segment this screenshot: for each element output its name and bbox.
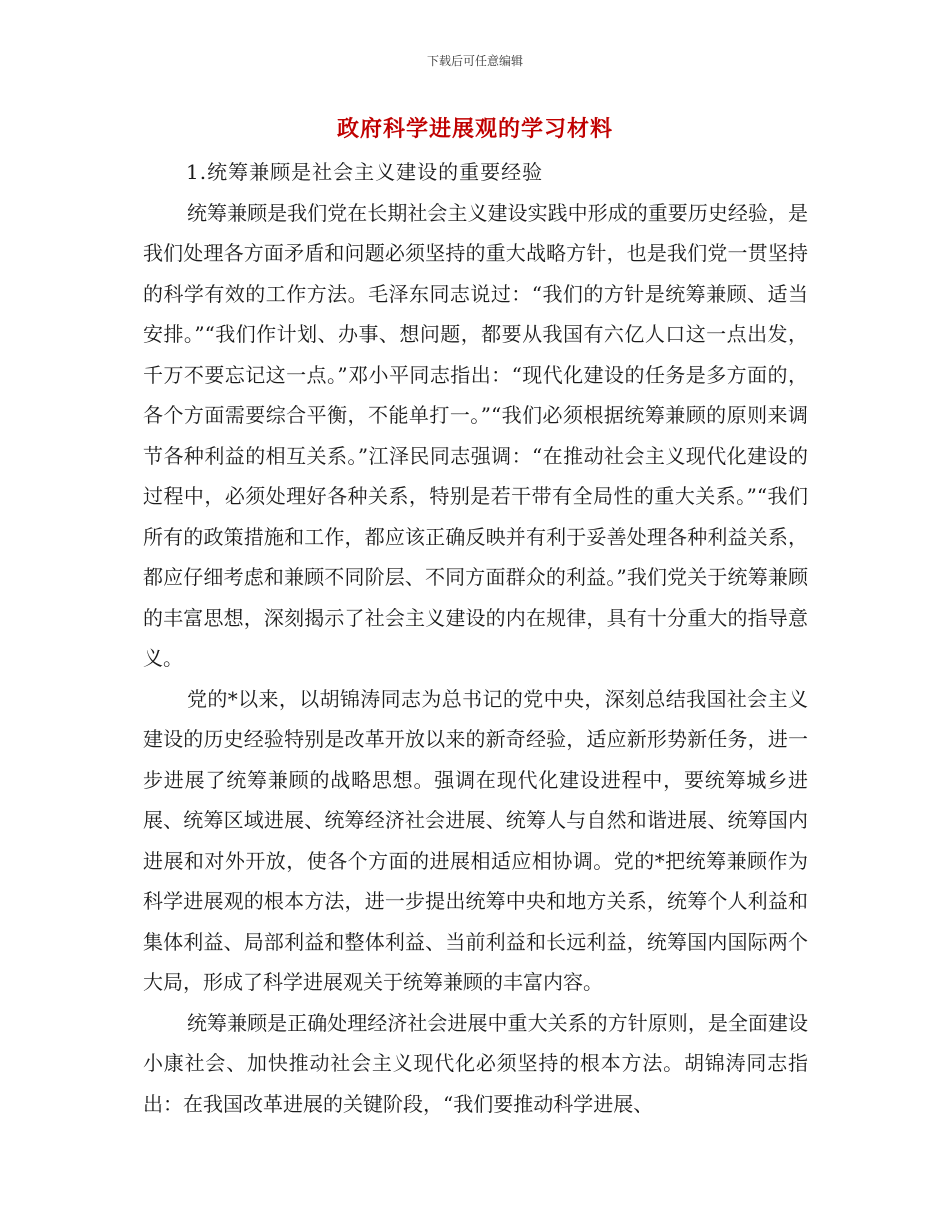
header-note: 下载后可任意编辑 — [426, 54, 523, 68]
section-heading: 1.统筹兼顾是社会主义建设的重要经验 — [186, 160, 544, 184]
paragraph-1: 统筹兼顾是我们党在长期社会主义建设实践中形成的重要历史经验，是我们处理各方面矛盾和问题必须坚持的重大战略方针，也是我们党一贯坚持的科学有效的工作方法。毛泽东同志说过：“我们的方针是统筹兼顾、适当安排。”“我们作计划、办事、想问题，都要从我国有六亿人口这一点出发，千万不要忘记这一点。”邓小平同志指出：“现代化建设的任务是多方面的，各个方面需要综合平衡，不能单打一。”“我们必须根据统筹兼顾的原则来调节各种利益的相互关系。”江泽民同志强调：“在推动社会主义现代化建设的过程中，必须处理好各种关系，特别是若干带有全局性的重大关系。”“我们所有的政策措施和工作，都应该正确反映并有利于妥善处理各种利益关系，都应仔细考虑和兼顾不同阶层、不同方面群众的利益。”我们党关于统筹兼顾的丰富思想，深刻揭示了社会主义建设的内在规律，具有十分重大的指导意义。 — [143, 200, 808, 670]
document-title: 政府科学进展观的学习材料 — [336, 116, 613, 142]
document-body — [143, 152, 808, 1124]
paragraph-3: 统筹兼顾是正确处理经济社会进展中重大关系的方针原则，是全面建设小康社会、加快推动社会主义现代化必须坚持的根本方法。胡锦涛同志指出：在我国改革进展的关键阶段，“我们要推动科学进展、 — [143, 1010, 808, 1116]
paragraph-2: 党的*以来，以胡锦涛同志为总书记的党中央，深刻总结我国社会主义建设的历史经验特别是改革开放以来的新奇经验，适应新形势新任务，进一步进展了统筹兼顾的战略思想。强调在现代化建设进程中，要统筹城乡进展、统筹区域进展、统筹经济社会进展、统筹人与自然和谐进展、统筹国内进展和对外开放，使各个方面的进展相适应相协调。党的*把统筹兼顾作为科学进展观的根本方法，进一步提出统筹中央和地方关系，统筹个人利益和集体利益、局部利益和整体利益、当前利益和长远利益，统筹国内国际两个大局，形成了科学进展观关于统筹兼顾的丰富内容。 — [143, 686, 808, 994]
